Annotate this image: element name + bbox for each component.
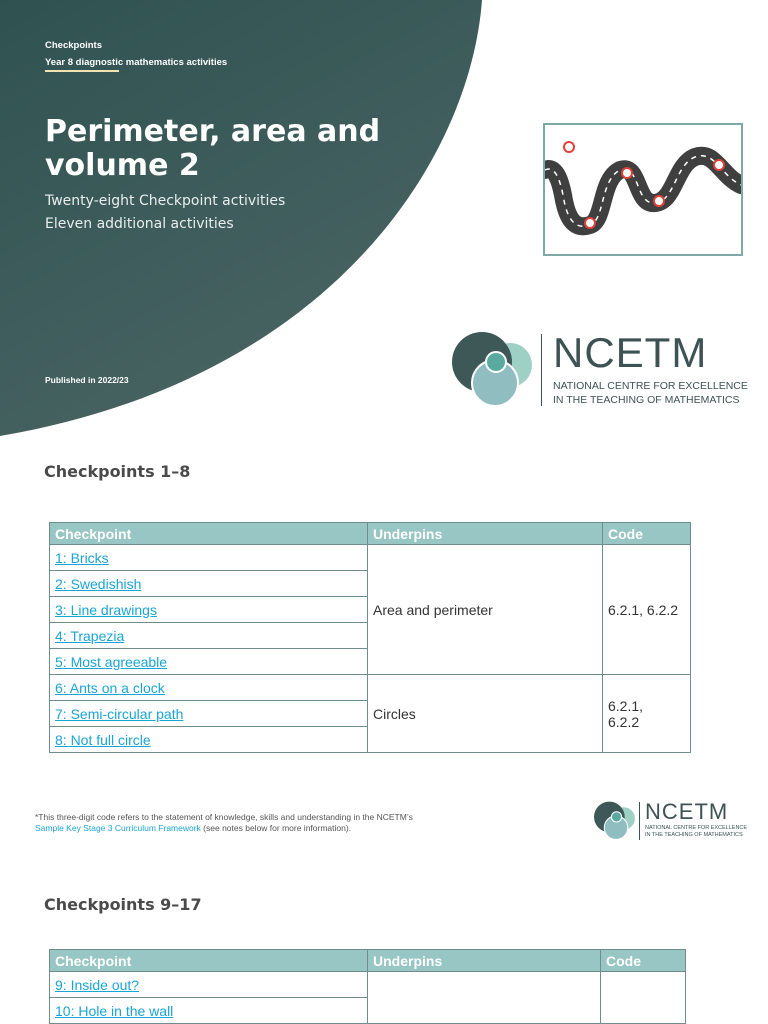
checkpoint-link[interactable]: 8: Not full circle bbox=[50, 727, 368, 753]
published-date: Published in 2022/23 bbox=[45, 375, 129, 385]
checkpoint-link[interactable]: 4: Trapezia bbox=[50, 623, 368, 649]
column-header-code: Code bbox=[603, 523, 691, 545]
checkpoint-link[interactable]: 1: Bricks bbox=[50, 545, 368, 571]
column-header-underpins: Underpins bbox=[368, 523, 603, 545]
checkpoint-link[interactable]: 10: Hole in the wall bbox=[50, 998, 368, 1024]
logo-wordmark: NCETM bbox=[553, 329, 708, 376]
ncetm-circles-icon-small bbox=[593, 800, 639, 842]
checkpoints-table-1 bbox=[49, 522, 691, 753]
checkpoint-link[interactable]: 3: Line drawings bbox=[50, 597, 368, 623]
code-cell bbox=[601, 972, 686, 1024]
logo-divider-small bbox=[639, 802, 640, 840]
subtitle-checkpoint-count: Twenty-eight Checkpoint activities bbox=[45, 193, 286, 209]
footnote-text-end: (see notes below for more information). bbox=[200, 823, 352, 833]
underpins-cell: Area and perimeter bbox=[368, 545, 603, 675]
winding-road-illustration bbox=[543, 123, 743, 256]
curriculum-framework-link[interactable]: Sample Key Stage 3 Curriculum Framework bbox=[35, 823, 201, 833]
checkpoints-table-2 bbox=[49, 949, 686, 1024]
ncetm-logo bbox=[450, 330, 750, 410]
table-row bbox=[50, 675, 691, 701]
code-line: 6.2.1, bbox=[608, 697, 644, 714]
eyebrow-underline bbox=[45, 70, 119, 72]
checkpoint-link[interactable]: 7: Semi-circular path bbox=[50, 701, 368, 727]
logo-divider bbox=[541, 334, 542, 406]
table-row bbox=[50, 972, 686, 998]
underpins-cell bbox=[368, 972, 601, 1024]
table-row bbox=[50, 545, 691, 571]
footnote bbox=[35, 812, 485, 834]
subtitles bbox=[45, 190, 285, 236]
page-title: Perimeter, area and volume 2 bbox=[45, 114, 381, 183]
checkpoint-link[interactable]: 5: Most agreeable bbox=[50, 649, 368, 675]
table-header-row bbox=[50, 950, 686, 972]
checkpoint-link[interactable]: 9: Inside out? bbox=[50, 972, 368, 998]
ncetm-circles-icon bbox=[450, 330, 540, 410]
logo-tagline bbox=[553, 379, 748, 407]
code-cell: 6.2.1, 6.2.2 bbox=[603, 545, 691, 675]
column-header-underpins: Underpins bbox=[368, 950, 601, 972]
eyebrow-subtitle: Year 8 diagnostic mathematics activities bbox=[45, 57, 228, 68]
logo-tagline-line1: NATIONAL CENTRE FOR EXCELLENCE bbox=[553, 380, 748, 392]
ncetm-logo-small bbox=[593, 799, 748, 842]
logo-wordmark-small: NCETM bbox=[645, 799, 729, 824]
road-icon bbox=[545, 125, 741, 254]
code-line: 6.2.2 bbox=[608, 713, 640, 730]
column-header-checkpoint: Checkpoint bbox=[50, 950, 368, 972]
section-heading-checkpoints-9-17: Checkpoints 9–17 bbox=[44, 895, 202, 914]
logo-tagline-small bbox=[645, 825, 747, 839]
eyebrow bbox=[45, 37, 227, 71]
subtitle-additional-count: Eleven additional activities bbox=[45, 216, 234, 232]
column-header-code: Code bbox=[601, 950, 686, 972]
logo-tagline-line2: IN THE TEACHING OF MATHEMATICS bbox=[553, 394, 740, 406]
eyebrow-title: Checkpoints bbox=[45, 40, 103, 51]
checkpoint-link[interactable]: 2: Swedishish bbox=[50, 571, 368, 597]
logo-tagline-small-line1: NATIONAL CENTRE FOR EXCELLENCE bbox=[645, 825, 748, 831]
footnote-text: *This three-digit code refers to the statement of knowledge, skills and understanding in the NCETM’s bbox=[35, 812, 413, 822]
code-cell bbox=[603, 675, 691, 753]
table-header-row bbox=[50, 523, 691, 545]
underpins-cell: Circles bbox=[368, 675, 603, 753]
section-heading-checkpoints-1-8: Checkpoints 1–8 bbox=[44, 462, 191, 481]
logo-tagline-small-line2: IN THE TEACHING OF MATHEMATICS bbox=[645, 832, 743, 838]
checkpoint-link[interactable]: 6: Ants on a clock bbox=[50, 675, 368, 701]
column-header-checkpoint: Checkpoint bbox=[50, 523, 368, 545]
